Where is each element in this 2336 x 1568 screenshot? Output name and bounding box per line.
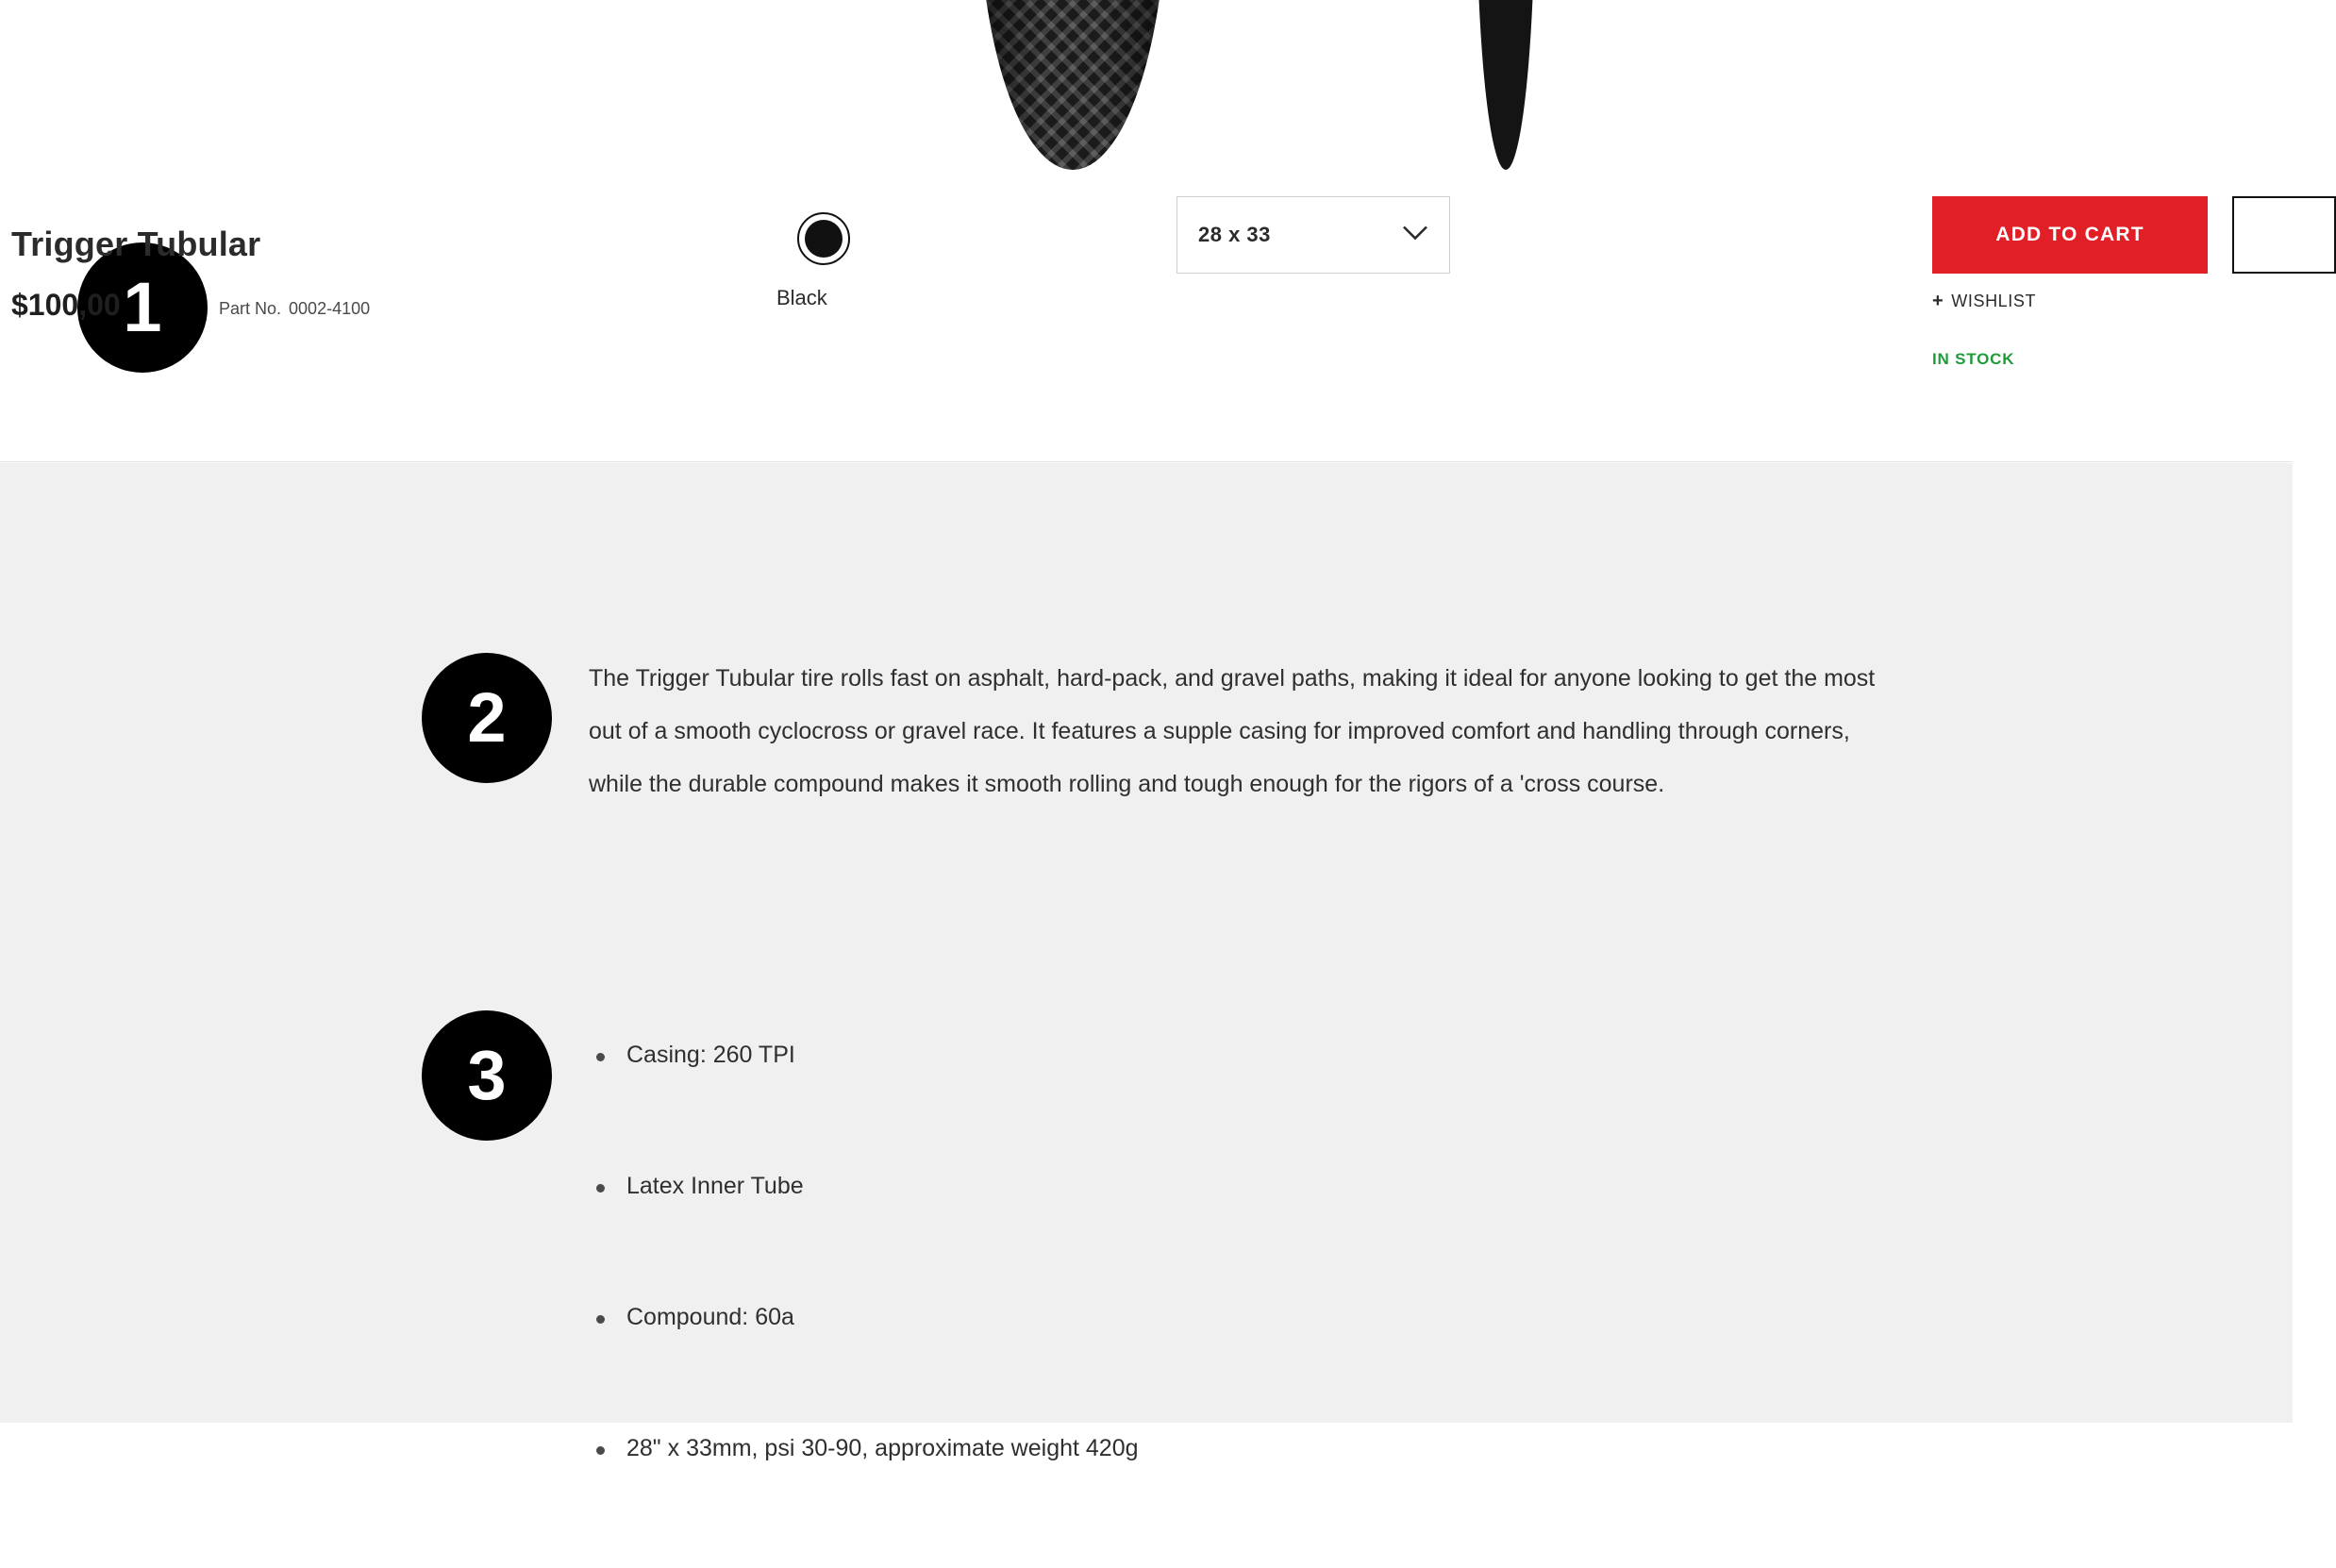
step-badge-1-label: 1 xyxy=(123,268,162,346)
part-number-value: 0002-4100 xyxy=(289,299,371,318)
product-price: $100,00 xyxy=(11,288,121,322)
step-badge-3-label: 3 xyxy=(467,1036,507,1114)
color-swatch-dot xyxy=(805,220,843,258)
step-badge-2-label: 2 xyxy=(467,678,507,757)
color-swatch-black[interactable] xyxy=(797,212,850,265)
color-swatch-label: Black xyxy=(776,286,827,309)
list-item: Casing: 260 TPI xyxy=(589,1043,1900,1067)
add-to-cart-button[interactable]: ADD TO CART xyxy=(1932,196,2208,274)
list-item: 28" x 33mm, psi 30-90, approximate weight 420g xyxy=(589,1437,1900,1460)
list-item: Compound: 60a xyxy=(589,1306,1900,1329)
part-number-label: Part No. xyxy=(219,299,282,318)
size-select[interactable] xyxy=(1176,196,1450,274)
product-spec-list xyxy=(589,1043,1900,1568)
product-purchase-bar xyxy=(0,184,2293,462)
plus-icon: + xyxy=(1932,291,1944,311)
product-description: The Trigger Tubular tire rolls fast on asphalt, hard-pack, and gravel paths, making it ideal for anyone looking to get the most out of a smooth cyclocross or gravel race. It features a supple casing for improved comfort and handling through corners, while the durable compound makes it smooth rolling and tough enough for the rigors of a 'cross course. xyxy=(589,665,1876,797)
chevron-down-icon xyxy=(1402,225,1428,246)
step-badge-2 xyxy=(422,653,552,783)
color-option-group xyxy=(776,212,910,310)
status-badge: IN STOCK xyxy=(1932,350,2015,368)
product-details-section xyxy=(0,463,2293,1461)
part-number xyxy=(219,299,370,319)
quantity-input[interactable] xyxy=(2232,196,2336,274)
tire-shading xyxy=(978,0,1167,170)
wishlist-button[interactable] xyxy=(1932,291,2036,312)
product-image-tire-side xyxy=(1477,0,1535,170)
product-image-gallery xyxy=(0,0,2293,184)
page-title: Trigger Tubular xyxy=(11,225,261,263)
size-select-value: 28 x 33 xyxy=(1198,223,1271,246)
list-item: Latex Inner Tube xyxy=(589,1175,1900,1198)
wishlist-label: WISHLIST xyxy=(1951,292,2037,310)
step-badge-3 xyxy=(422,1010,552,1141)
